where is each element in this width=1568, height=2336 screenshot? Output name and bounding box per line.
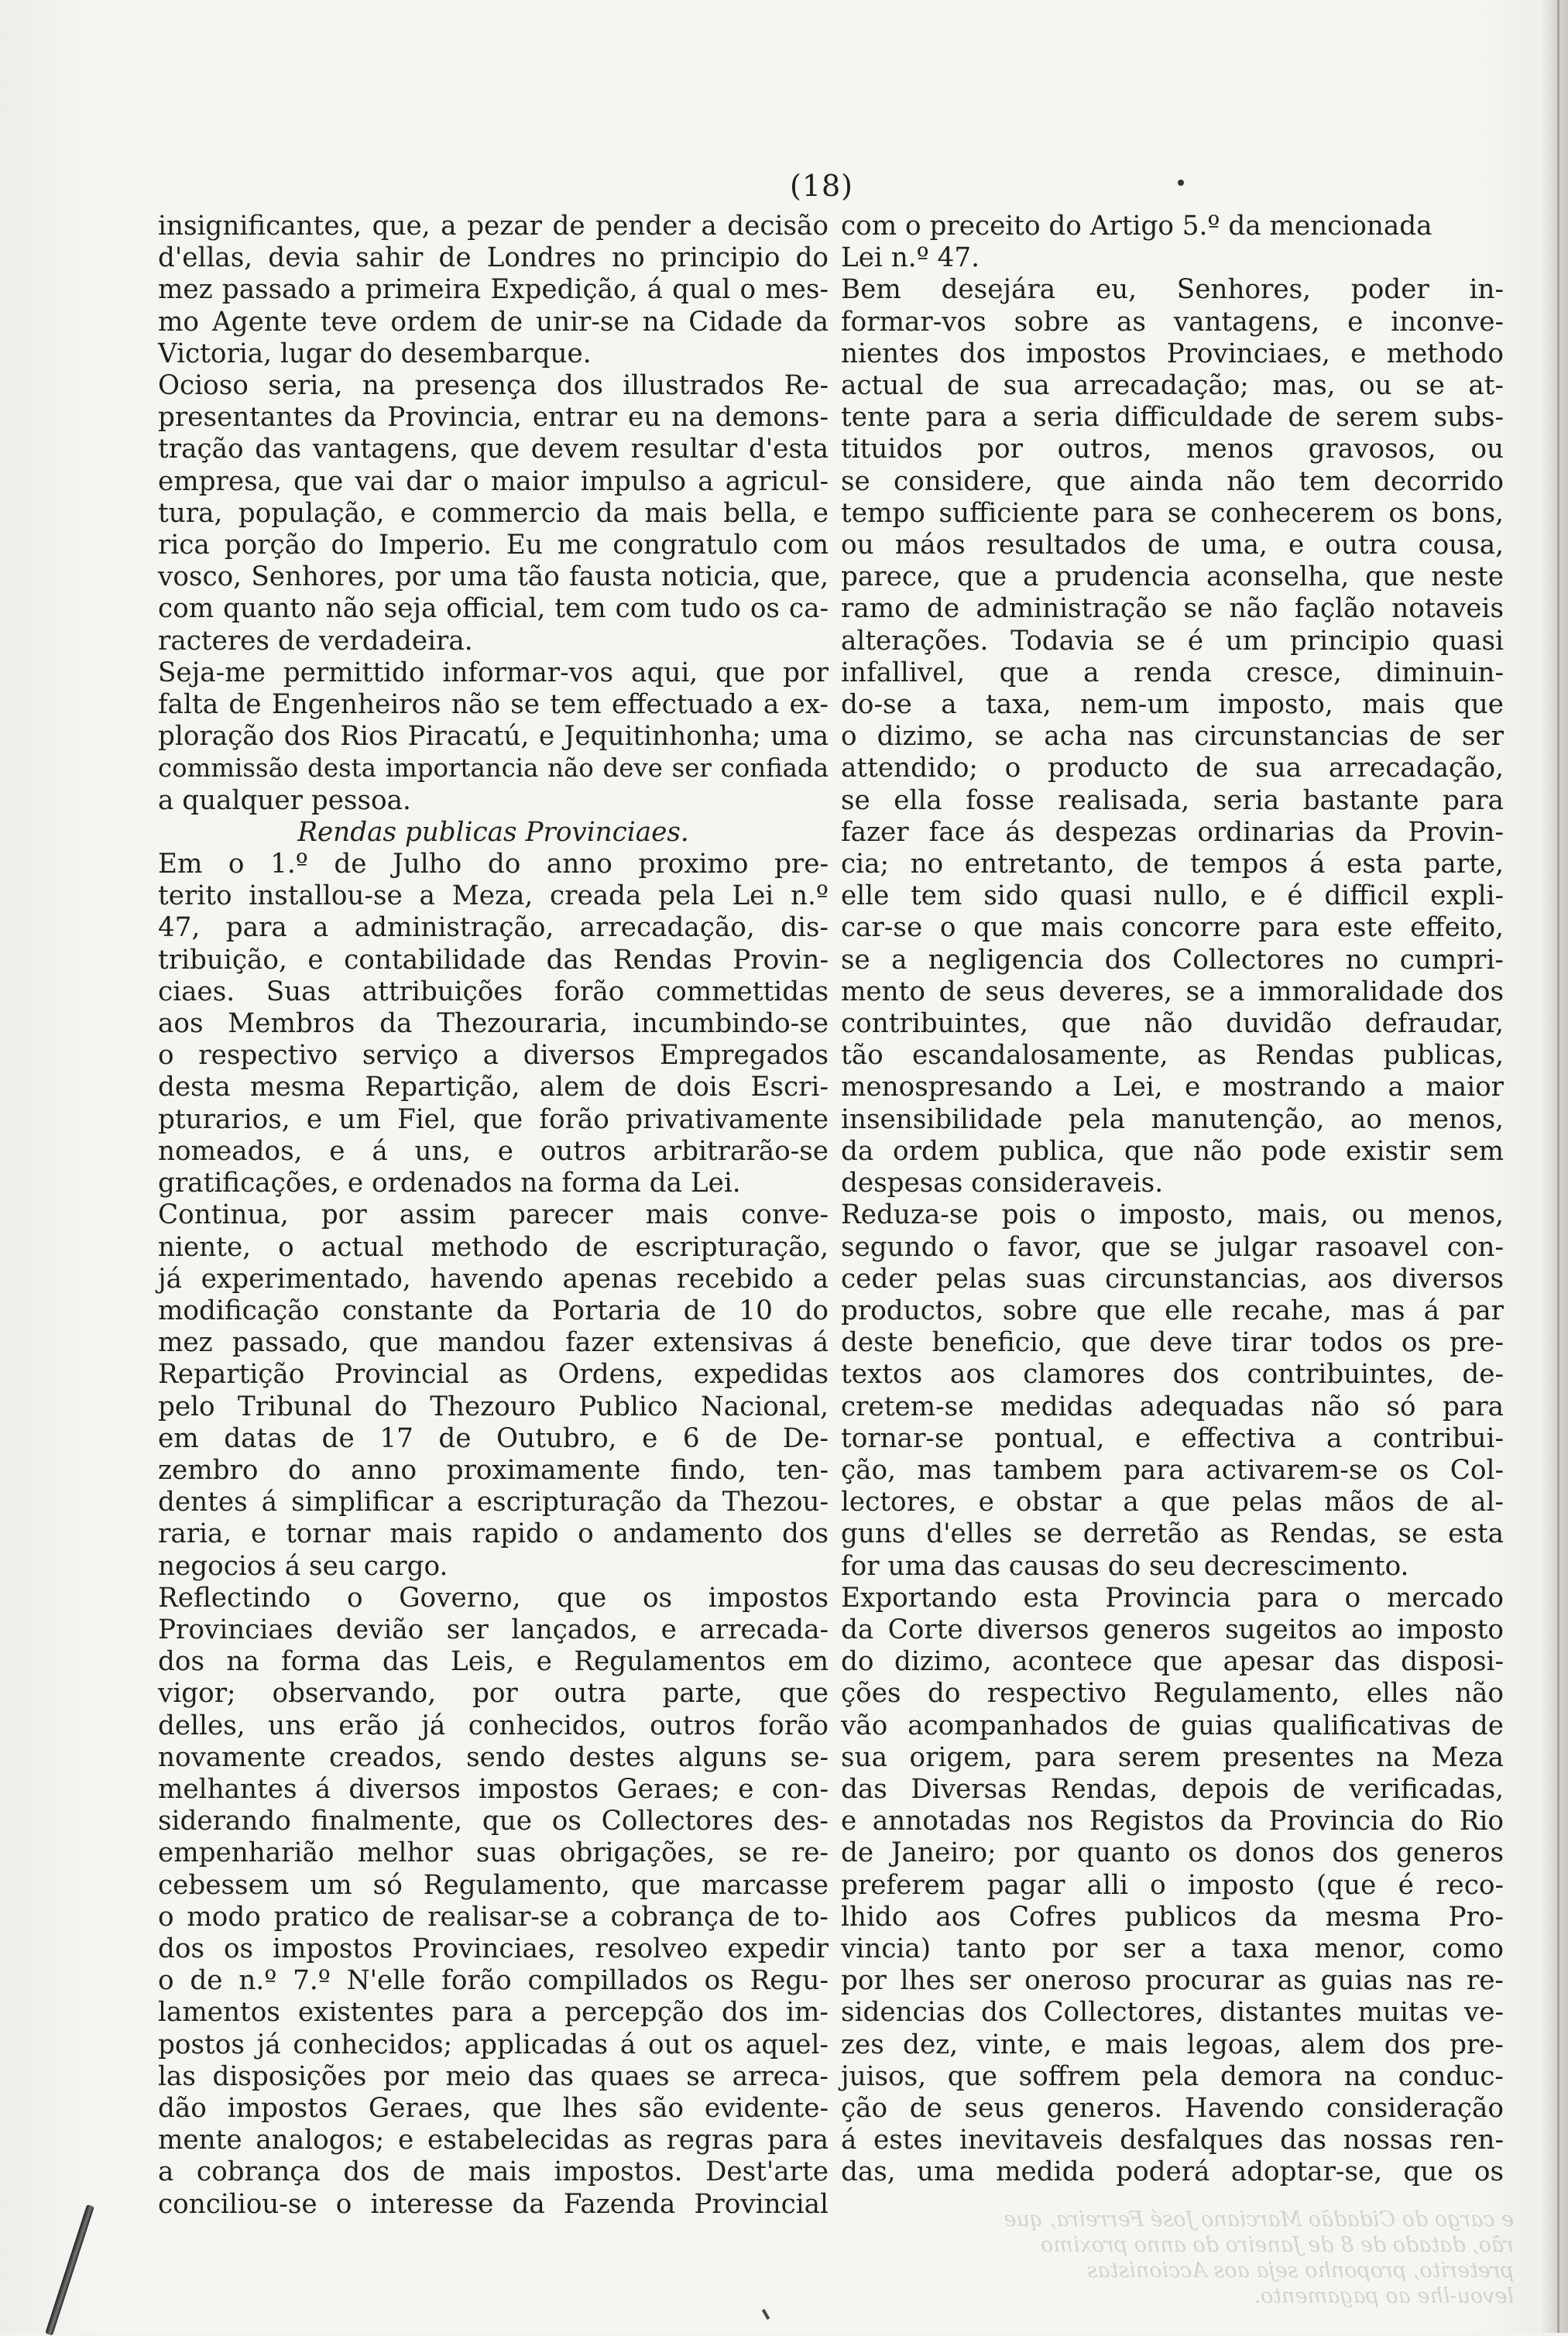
right-column-line: da Corte diversos generos sugeitos ao imposto: [841, 1614, 1504, 1645]
right-column-line: á estes inevitaveis desfalques das nossas ren-: [841, 2125, 1504, 2156]
ink-dot: [1178, 180, 1184, 186]
right-column-line: vincia) tanto por ser a taxa menor, como: [841, 1933, 1504, 1964]
left-column-line: tura, população, e commercio da mais bella, e: [158, 497, 829, 529]
left-column-line: Em o 1.º de Julho do anno proximo pre-: [158, 849, 829, 880]
left-column-line: ciaes. Suas attribuições forão commettidas: [158, 976, 829, 1007]
left-column-line: aos Membros da Thezouraria, incumbindo-se: [158, 1008, 829, 1040]
right-column-line: por lhes ser oneroso procurar as guias nas re-: [841, 1965, 1504, 1997]
right-column-line: ou máos resultados de uma, e outra cousa,: [841, 530, 1504, 561]
right-column-line: formar-vos sobre as vantagens, e inconve-: [841, 306, 1504, 338]
ink-mark: [762, 2309, 770, 2320]
right-column-line: Lei n.º 47.: [841, 242, 980, 274]
left-column-line: conciliou-se o interesse da Fazenda Provincial: [158, 2188, 829, 2220]
left-column-line: mez passado a primeira Expedição, á qual o mes-: [158, 274, 829, 306]
right-column-line: attendido; o producto de sua arrecadação,: [841, 753, 1504, 784]
right-column-line: contribuintes, que não duvidão defraudar,: [841, 1008, 1504, 1040]
left-column-line: zembro do anno proximamente findo, ten-: [158, 1454, 829, 1486]
right-column-line: ção de seus generos. Havendo consideração: [841, 2092, 1504, 2124]
left-column-line: racteres de verdadeira.: [158, 625, 473, 657]
right-column-line: de Janeiro; por quanto os donos dos generos: [841, 1837, 1504, 1869]
left-column-line: já experimentado, havendo apenas recebido a: [158, 1263, 829, 1295]
right-column-line: fazer face ás despezas ordinarias da Provin-: [841, 816, 1504, 848]
right-column-line: elle tem sido quasi nullo, e é difficil expli-: [841, 880, 1504, 912]
left-column-line: tribuição, e contabilidade das Rendas Provin-: [158, 944, 829, 976]
left-column-line: d'ellas, devia sahir de Londres no principio do: [158, 242, 829, 274]
left-column-line: Ocioso seria, na presença dos illustrados Re-: [158, 370, 829, 402]
right-column-line: ramo de administração se não façlão notaveis: [841, 593, 1504, 625]
right-column-line: for uma das causas do seu decrescimento.: [841, 1550, 1409, 1582]
right-column-line: textos aos clamores dos contribuintes, de-: [841, 1359, 1504, 1391]
right-column-line: nientes dos impostos Provinciaes, e methodo: [841, 338, 1504, 369]
left-column-line: presentantes da Provincia, entrar eu na demons-: [158, 402, 829, 434]
right-column-line: se ella fosse realisada, seria bastante para: [841, 784, 1504, 816]
right-column-line: parece, que a prudencia aconselha, que neste: [841, 561, 1504, 593]
left-column-line: o respectivo serviço a diversos Empregados: [158, 1040, 829, 1072]
left-column: [158, 211, 829, 2221]
right-column-line: lectores, e obstar a que pelas mãos de al-: [841, 1487, 1504, 1518]
left-column-line: cebessem um só Regulamento, que marcasse: [158, 1869, 829, 1901]
left-column-line: mez passado, que mandou fazer extensivas á: [158, 1327, 829, 1359]
left-column-line: novamente creados, sendo destes alguns se-: [158, 1741, 829, 1773]
left-column-line: melhantes á diversos impostos Geraes; e con-: [158, 1773, 829, 1805]
right-column-line: tão escandalosamente, as Rendas publicas,: [841, 1040, 1504, 1072]
right-column-line: Bem desejára eu, Senhores, poder in-: [841, 274, 1504, 306]
right-column: [841, 211, 1504, 2189]
bleed-through-line: preterito, proponho seja aos Accionistas: [1086, 2259, 1514, 2283]
right-column-line: e annotadas nos Registos da Provincia do Rio: [841, 1806, 1504, 1837]
left-column-line: falta de Engenheiros não se tem effectuado a ex-: [158, 689, 829, 721]
left-column-line: o modo pratico de realisar-se a cobrança de to-: [158, 1901, 829, 1933]
bleed-through-line: rão, datado de 8 de Janeiro do anno proximo: [1041, 2233, 1514, 2257]
left-column-line: gratificações, e ordenados na forma da Lei.: [158, 1168, 741, 1199]
right-column-line: despesas consideraveis.: [841, 1168, 1164, 1199]
left-column-line: mo Agente teve ordem de unir-se na Cidade da: [158, 306, 829, 338]
left-column-line: Provinciaes devião ser lançados, e arrecada-: [158, 1614, 829, 1645]
left-column-line: a qualquer pessoa.: [158, 784, 411, 816]
right-column-line: mento de seus deveres, se a immoralidade dos: [841, 976, 1504, 1007]
left-column-line: dão impostos Geraes, que lhes são evidente-: [158, 2092, 829, 2124]
left-column-line: vigor; observando, por outra parte, que: [158, 1678, 829, 1710]
left-column-line: niente, o actual methodo de escripturação,: [158, 1231, 829, 1263]
right-column-line: Exportando esta Provincia para o mercado: [841, 1582, 1504, 1614]
left-column-line: dentes á simplificar a escripturação da Thezou-: [158, 1487, 829, 1518]
right-column-line: tituidos por outros, menos gravosos, ou: [841, 434, 1504, 465]
pen-tip-icon: [45, 2204, 94, 2336]
right-column-line: ções do respectivo Regulamento, elles não: [841, 1678, 1504, 1710]
right-column-line: vão acompanhados de guias qualificativas de: [841, 1710, 1504, 1741]
right-column-line: tempo sufficiente para se conhecerem os bons,: [841, 497, 1504, 529]
left-column-line: Victoria, lugar do desembarque.: [158, 338, 592, 369]
right-column-line: tente para a seria difficuldade de serem subs-: [841, 402, 1504, 434]
left-column-line: empresa, que vai dar o maior impulso a agricul-: [158, 465, 829, 497]
left-column-line: com quanto não seja official, tem com tudo os ca-: [158, 593, 829, 625]
left-column-line: negocios á seu cargo.: [158, 1550, 448, 1582]
left-column-line: insignificantes, que, a pezar de pender a decisão: [158, 211, 829, 242]
right-column-line: se considere, que ainda não tem decorrido: [841, 465, 1504, 497]
right-column-line: lhido aos Cofres publicos da mesma Pro-: [841, 1901, 1504, 1933]
left-column-line: Repartição Provincial as Ordens, expedidas: [158, 1359, 829, 1391]
right-column-line: tornar-se pontual, e effectiva a contribui-: [841, 1422, 1504, 1454]
left-column-line: modificação constante da Portaria de 10 do: [158, 1295, 829, 1326]
right-column-line: com o preceito do Artigo 5.º da mencionada: [841, 211, 1432, 242]
right-column-line: das, uma medida poderá adoptar-se, que os: [841, 2156, 1504, 2188]
left-column-line: desta mesma Repartição, alem de dois Escri-: [158, 1072, 829, 1103]
left-column-line: Continua, por assim parecer mais conve-: [158, 1199, 829, 1231]
left-column-line: nomeados, e á uns, e outros arbitrarão-se: [158, 1135, 829, 1167]
left-column-line: dos os impostos Provinciaes, resolveo expedir: [158, 1933, 829, 1964]
right-column-line: infallivel, que a renda cresce, diminuin-: [841, 657, 1504, 688]
right-column-line: menospresando a Lei, e mostrando a maior: [841, 1072, 1504, 1103]
page-number: (18): [790, 169, 854, 203]
left-column-line: terito installou-se a Meza, creada pela Lei n.º: [158, 880, 829, 912]
left-column-line: Reflectindo o Governo, que os impostos: [158, 1582, 829, 1614]
right-column-line: segundo o favor, que se julgar rasoavel con-: [841, 1231, 1504, 1263]
left-column-line: em datas de 17 de Outubro, e 6 de De-: [158, 1422, 829, 1454]
left-column-line: vosco, Senhores, por uma tão fausta noticia, que,: [158, 561, 829, 593]
right-column-line: deste beneficio, que deve tirar todos os pre-: [841, 1327, 1504, 1359]
left-column-line: dos na forma das Leis, e Regulamentos em: [158, 1646, 829, 1678]
left-column-line: raria, e tornar mais rapido o andamento dos: [158, 1518, 829, 1550]
right-column-line: o dizimo, se acha nas circunstancias de ser: [841, 721, 1504, 753]
right-column-line: alterações. Todavia se é um principio quasi: [841, 625, 1504, 657]
left-column-line: 47, para a administração, arrecadação, dis-: [158, 912, 829, 944]
right-column-line: productos, sobre que elle recahe, mas á par: [841, 1295, 1504, 1326]
bleed-through-line: e cargo do Cidadão Marciano José Ferreira, que: [1004, 2207, 1514, 2231]
left-column-line: a cobrança dos de mais impostos. Dest'arte: [158, 2156, 829, 2188]
right-column-line: ção, mas tambem para activarem-se os Col-: [841, 1454, 1504, 1486]
right-column-line: se a negligencia dos Collectores no cumpri-: [841, 944, 1504, 976]
left-column-line: rica porção do Imperio. Eu me congratulo com: [158, 530, 829, 561]
left-column-line: delles, uns erão já conhecidos, outros forão: [158, 1710, 829, 1741]
left-column-line: lamentos existentes para a percepção dos im-: [158, 1997, 829, 2029]
right-column-line: actual de sua arrecadação; mas, ou se at-: [841, 370, 1504, 402]
left-column-line: tração das vantagens, que devem resultar d'esta: [158, 434, 829, 465]
bleed-through-text: [910, 2207, 1514, 2309]
left-column-line: siderando finalmente, que os Collectores des-: [158, 1806, 829, 1837]
left-column-line: commissão desta importancia não deve ser confiada: [158, 753, 829, 784]
left-column-line: mente analogos; e estabelecidas as regras para: [158, 2125, 829, 2156]
right-column-line: ceder pelas suas circunstancias, aos diversos: [841, 1263, 1504, 1295]
right-column-line: da ordem publica, que não pode existir sem: [841, 1135, 1504, 1167]
right-column-line: cia; no entretanto, de tempos á esta parte,: [841, 849, 1504, 880]
right-column-line: das Diversas Rendas, depois de verificadas,: [841, 1773, 1504, 1805]
right-column-line: cretem-se medidas adequadas não só para: [841, 1391, 1504, 1422]
right-column-line: zes dez, vinte, e mais legoas, alem dos pre-: [841, 2029, 1504, 2060]
section-heading: Rendas publicas Provinciaes.: [297, 816, 689, 848]
right-column-line: car-se o que mais concorre para este effeito,: [841, 912, 1504, 944]
right-column-line: sidencias dos Collectores, distantes muitas ve-: [841, 1997, 1504, 2029]
bleed-through-line: levou-lhe ao pagamento.: [1254, 2284, 1514, 2308]
right-column-line: do-se a taxa, nem-um imposto, mais que: [841, 689, 1504, 721]
left-column-line: empenharião melhor suas obrigações, se re-: [158, 1837, 829, 1869]
right-column-line: Reduza-se pois o imposto, mais, ou menos,: [841, 1199, 1504, 1231]
left-column-line: las disposições por meio das quaes se arreca-: [158, 2060, 829, 2092]
left-column-line: Seja-me permittido informar-vos aqui, que por: [158, 657, 829, 688]
left-column-line: pturarios, e um Fiel, que forão privativamente: [158, 1103, 829, 1135]
right-column-line: sua origem, para serem presentes na Meza: [841, 1741, 1504, 1773]
right-column-line: juisos, que soffrem pela demora na conduc-: [841, 2060, 1504, 2092]
left-column-line: ploração dos Rios Piracatú, e Jequitinhonha; uma: [158, 721, 829, 753]
right-column-line: insensibilidade pela manutenção, ao menos,: [841, 1103, 1504, 1135]
left-column-line: postos já conhecidos; applicadas á out os aquel-: [158, 2029, 829, 2060]
left-column-line: pelo Tribunal do Thezouro Publico Nacional,: [158, 1391, 829, 1422]
right-column-line: guns d'elles se derretão as Rendas, se esta: [841, 1518, 1504, 1550]
right-column-line: do dizimo, acontece que apesar das disposi-: [841, 1646, 1504, 1678]
left-column-line: o de n.º 7.º N'elle forão compillados os Regu-: [158, 1965, 829, 1997]
page-binding-edge: [1539, 0, 1568, 2333]
right-column-line: preferem pagar alli o imposto (que é reco-: [841, 1869, 1504, 1901]
